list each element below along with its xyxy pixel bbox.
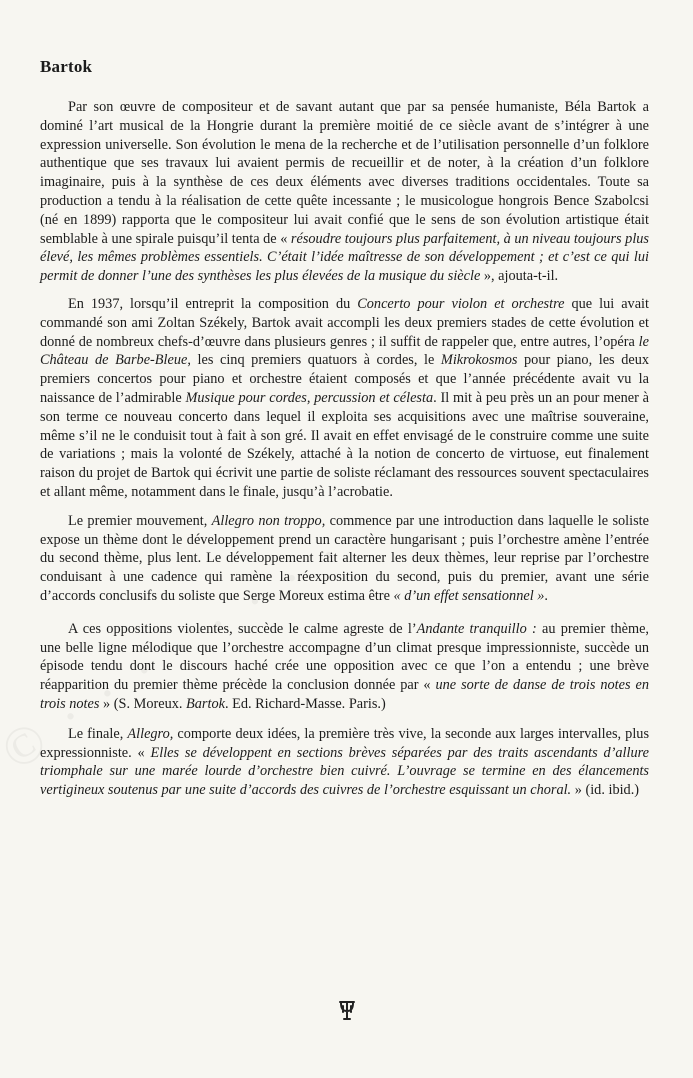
- text-run: comporte deux idées, la première très vive, la seconde aux larges intervalles, plus expressionniste. «: [40, 725, 650, 761]
- text-run: En 1937, lorsqu’il entreprit la composition du: [68, 295, 358, 312]
- text-run: . Ed. Richard-Masse. Paris.): [224, 695, 386, 712]
- italic-text: Allegro non troppo,: [211, 512, 326, 529]
- italic-text: Mikrokosmos: [440, 352, 518, 369]
- ornament-icon: [337, 999, 357, 1021]
- italic-text: Bartok: [186, 695, 225, 712]
- page-title: Bartok: [40, 57, 93, 76]
- italic-text: résoudre toujours plus parfaitement, à un niveau toujours plus élevé, les mêmes problèmes essentiels. C’était l’idée maîtresse de son développement ; et c’est ce qui lui permit de donner l’une des synthèses les plus élevées de la musique du siècle: [40, 230, 650, 285]
- paragraph: [40, 98, 649, 286]
- paragraph: [40, 295, 649, 502]
- text-run: au premier thème, une belle ligne mélodique que l’orchestre accompagne d’un climat presque impressionniste, succède un épisode tendu dont le discours haché crée une opposition avec ce que l’on a entendu ; une brève réapparition du premier thème précède la conclusion donnée par «: [40, 620, 649, 694]
- italic-text: « d’un effet sensationnel »: [393, 587, 545, 604]
- text-run: . Il mit à peu près un an pour mener à son terme ce nouveau concerto dans lequel il exploita ses acquisitions avec une maîtrise souveraine, même s’il ne le conduisit tout à fait à son gré. Il avait en effet envisagé de le construire comme une suite de variations ; mais la volonté de Székely, attaché à la notion de concerto de virtuose, eut finalement raison du projet de Bartok qui écrivit une partie de soliste réclamant des ressources souvent spectaculaires et allant même, notamment dans le finale, jusqu’à l’acrobatie.: [40, 389, 649, 500]
- italic-text: le Château de Barbe-Bleue: [40, 333, 649, 369]
- text-run: » (id. ibid.): [571, 782, 640, 799]
- paragraph: [40, 512, 649, 606]
- text-run: A ces oppositions violentes, succède le calme agreste de l’: [68, 620, 417, 637]
- italic-text: Allegro,: [127, 725, 174, 742]
- italic-text: une sorte de danse de trois notes en trois notes: [40, 677, 649, 712]
- body-text: [40, 98, 649, 809]
- text-run: » (S. Moreux.: [99, 695, 187, 712]
- text-run: .: [544, 587, 548, 604]
- paragraph: [40, 725, 649, 800]
- paragraph: [40, 620, 649, 714]
- text-run: Par son œuvre de compositeur et de savant autant que par sa pensée humaniste, Béla Bartok a dominé l’art musical de la Hongrie durant la première moitié de ce siècle avant de s’intégrer à une expression universelle. Son évolution le mena de la recherche et de l’utilisation personnelle d’un folklore authentique que ses travaux lui avaient permis de recueillir et de noter, à la création d’un folklore imaginaire, puis à la synthèse de ces deux éléments avec diverses traditions occidentales. Toute sa production a tendu à la réalisation de cette quête incessante ; le musicologue hongrois Bence Szabolcsi (né en 1899) rapporta que le compositeur lui avait confié que le sens de son évolution artistique était semblable à une spirale puisqu’il tenta de «: [40, 99, 649, 247]
- text-run: », ajouta-t-il.: [480, 268, 559, 285]
- italic-text: Elles se développent en sections brèves séparées par des traits ascendants d’allure triomphale sur une marée lourde d’orchestre bien cuivré. L’ouvrage se termine en des élancements vertigineux soutenus par une suite d’accords des cuivres de l’orchestre esquissant un choral.: [40, 744, 649, 799]
- text-run: commence par une introduction dans laquelle le soliste expose un thème dont le développement prend un caractère hungarisant ; puis l’orchestre amène l’entrée du second thème, plus lent. Le développement fait alterner les deux thèmes, leur reprise par l’orchestre conduisant à une cadence qui ramène la réexposition du second, puis du premier, avant une série d’accords conclusifs du soliste que Serge Moreux estima être: [40, 512, 649, 604]
- text-run: Le premier mouvement,: [68, 512, 212, 529]
- text-run: pour piano, les deux premiers concertos pour piano et orchestre étaient composés et que l’année précédente avait vu la naissance de l’admirable: [40, 352, 649, 406]
- italic-text: Concerto pour violon et orchestre: [357, 295, 565, 312]
- text-run: Le finale,: [68, 725, 128, 742]
- italic-text: Musique pour cordes, percussion et célesta: [185, 389, 434, 406]
- text-run: , les cinq premiers quatuors à cordes, le: [187, 352, 441, 369]
- text-run: que lui avait commandé son ami Zoltan Székely, Bartok avait accompli les deux premiers stades de cette évolution et donné de nombreux chefs-d’œuvre dans plusieurs genres ; il suffit de rappeler que, entre autres, l’opéra: [40, 295, 649, 350]
- italic-text: Andante tranquillo :: [416, 620, 537, 637]
